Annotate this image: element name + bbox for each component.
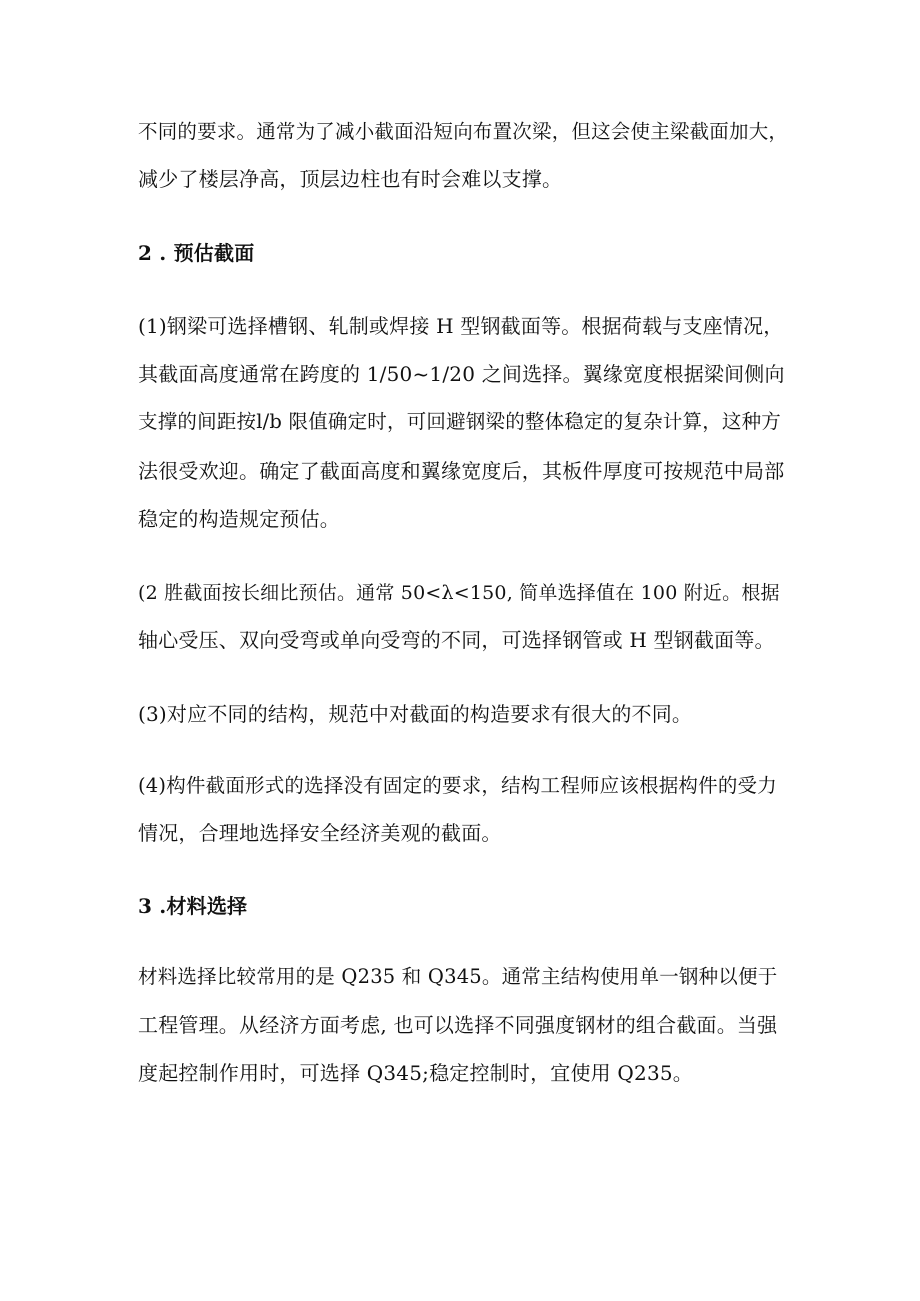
s2-p1-line-2: 其截面高度通常在跨度的 1/50~1/20 之间选择。翼缘宽度根据梁间侧向 [138, 362, 785, 386]
s3-p1-line-1: 材料选择比较常用的是 Q235 和 Q345。通常主结构使用单一钢种以便于 [138, 965, 778, 988]
s2-p4-line-2: 情况，合理地选择安全经济美观的截面。 [138, 821, 502, 845]
s3-p1-line-3: 度起控制作用时，可选择 Q345;稳定控制时，宜使用 Q235。 [138, 1061, 693, 1085]
s2-p4-line-1: (4)构件截面形式的选择没有固定的要求，结构工程师应该根据构件的受力 [138, 774, 777, 797]
section-2-heading: 2 . 预估截面 [138, 241, 255, 265]
s2-p1-line-3: 支撑的间距按l/b 限值确定时，可回避钢梁的整体稳定的复杂计算，这种方 [138, 410, 781, 433]
s2-p3-line-1: (3)对应不同的结构，规范中对截面的构造要求有很大的不同。 [138, 702, 693, 726]
intro-line-2: 减少了楼层净高，顶层边柱也有时会难以支撑。 [138, 167, 563, 191]
section-3-heading: 3 .材料选择 [138, 894, 248, 918]
intro-line-1: 不同的要求。通常为了减小截面沿短向布置次梁，但这会使主梁截面加大， [138, 120, 789, 143]
s2-p2-line-1: (2 胜截面按长细比预估。通常 50<λ<150, 简单选择值在 100 附近。根据 [138, 582, 780, 604]
s2-p1-line-4: 法很受欢迎。确定了截面高度和翼缘宽度后，其板件厚度可按规范中局部 [138, 459, 785, 483]
s2-p2-line-2: 轴心受压、双向受弯或单向受弯的不同，可选择钢管或 H 型钢截面等。 [138, 628, 775, 652]
s2-p1-line-1: (1)钢梁可选择槽钢、轧制或焊接 H 型钢截面等。根据荷载与支座情况， [138, 314, 784, 338]
s2-p1-line-5: 稳定的构造规定预估。 [138, 507, 340, 531]
s3-p1-line-2: 工程管理。从经济方面考虑, 也可以选择不同强度钢材的组合截面。当强 [138, 1013, 778, 1037]
